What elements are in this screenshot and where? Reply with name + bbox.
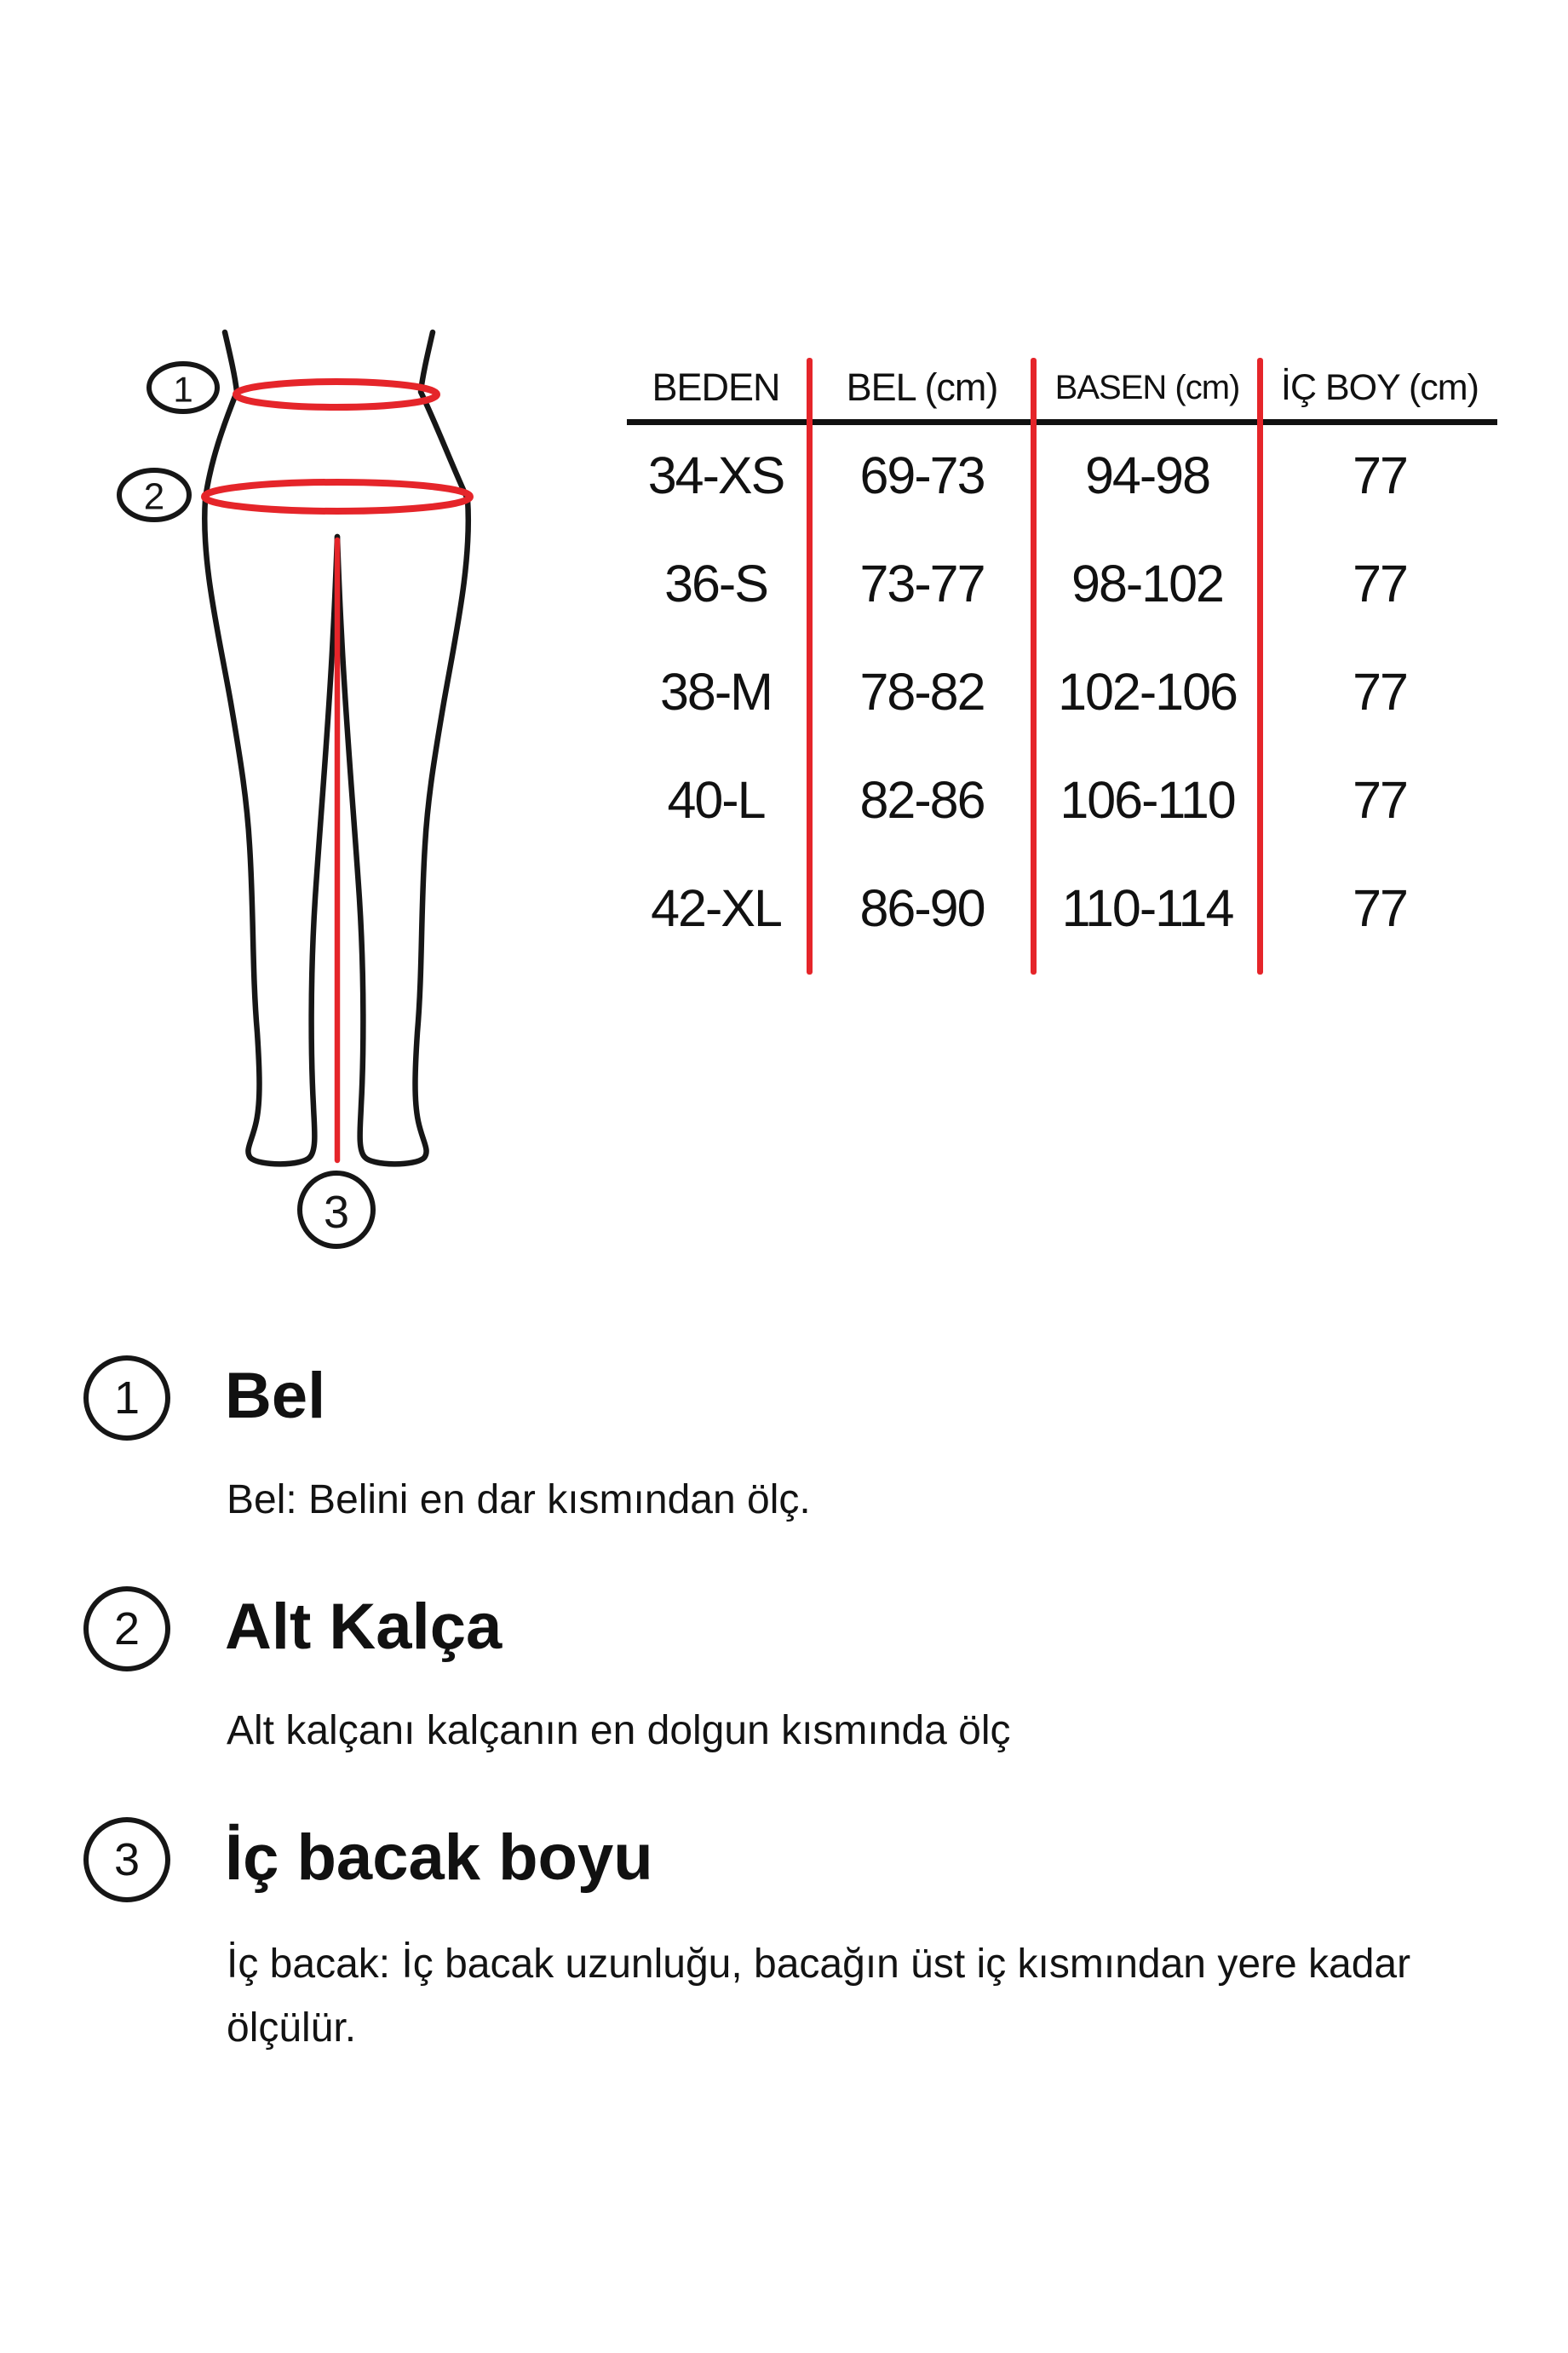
hip-measure-line xyxy=(204,482,470,511)
size-cell: 77 xyxy=(1353,770,1407,829)
table-header-rule xyxy=(627,419,1497,425)
size-cell: 73-77 xyxy=(859,554,985,613)
instruction-1-badge xyxy=(83,1355,170,1441)
right-leg-outline xyxy=(337,332,468,1164)
table-column-divider xyxy=(1031,358,1037,975)
figure-marker-2-label: 2 xyxy=(143,475,165,518)
column-header-beden: BEDEN xyxy=(652,365,780,409)
instruction-3-description: İç bacak: İç bacak uzunluğu, bacağın üst iç kısmından yere kadar ölçülür. xyxy=(227,1942,1411,2051)
size-cell: 77 xyxy=(1353,878,1407,937)
column-header-icboy: İÇ BOY (cm) xyxy=(1281,366,1479,408)
instruction-2-description: Alt kalçanı kalçanın en dolgun kısmında ölç xyxy=(227,1708,1011,1753)
size-table-grid xyxy=(622,354,1499,980)
table-column-divider xyxy=(1257,358,1263,975)
size-cell: 69-73 xyxy=(859,446,985,504)
size-cell: 34-XS xyxy=(647,446,784,504)
instruction-1-number: 1 xyxy=(113,1372,141,1424)
figure-marker-3 xyxy=(300,1173,373,1246)
figure-marker-1-label: 1 xyxy=(173,369,193,410)
size-cell: 86-90 xyxy=(859,878,985,937)
instruction-3-badge xyxy=(83,1817,170,1902)
table-column-divider xyxy=(807,358,813,975)
size-cell: 36-S xyxy=(664,554,767,613)
size-cell: 94-98 xyxy=(1084,446,1209,504)
waist-measure-line xyxy=(236,382,437,407)
instruction-3-title: İç bacak boyu xyxy=(225,1821,653,1894)
size-cell: 42-XL xyxy=(651,878,781,937)
size-cell: 78-82 xyxy=(859,662,985,721)
measurement-figure xyxy=(77,324,605,1269)
size-cell: 77 xyxy=(1353,554,1407,613)
column-header-basen: BASEN (cm) xyxy=(1054,368,1240,406)
size-cell: 77 xyxy=(1353,446,1407,504)
size-cell: 77 xyxy=(1353,662,1407,721)
size-cell: 98-102 xyxy=(1071,554,1223,613)
left-leg-outline xyxy=(204,332,337,1164)
instruction-2-number: 2 xyxy=(113,1603,141,1654)
size-cell: 102-106 xyxy=(1058,662,1237,721)
size-cell: 106-110 xyxy=(1060,770,1235,829)
instruction-1-description: Bel: Belini en dar kısmından ölç. xyxy=(227,1477,811,1522)
figure-marker-1 xyxy=(149,364,217,411)
size-cell: 110-114 xyxy=(1061,878,1233,937)
instruction-2-badge xyxy=(83,1586,170,1671)
column-header-bel: BEL (cm) xyxy=(846,365,998,409)
size-cell: 82-86 xyxy=(859,770,985,829)
size-cell: 38-M xyxy=(660,662,772,721)
instruction-2-title: Alt Kalça xyxy=(225,1591,503,1663)
figure-marker-2 xyxy=(119,470,189,520)
size-cell: 40-L xyxy=(667,770,765,829)
figure-marker-3-label: 3 xyxy=(323,1187,350,1238)
instruction-1-title: Bel xyxy=(225,1360,326,1432)
legs-illustration xyxy=(77,324,605,1269)
instruction-3-number: 3 xyxy=(113,1834,141,1885)
size-table xyxy=(622,354,1499,980)
